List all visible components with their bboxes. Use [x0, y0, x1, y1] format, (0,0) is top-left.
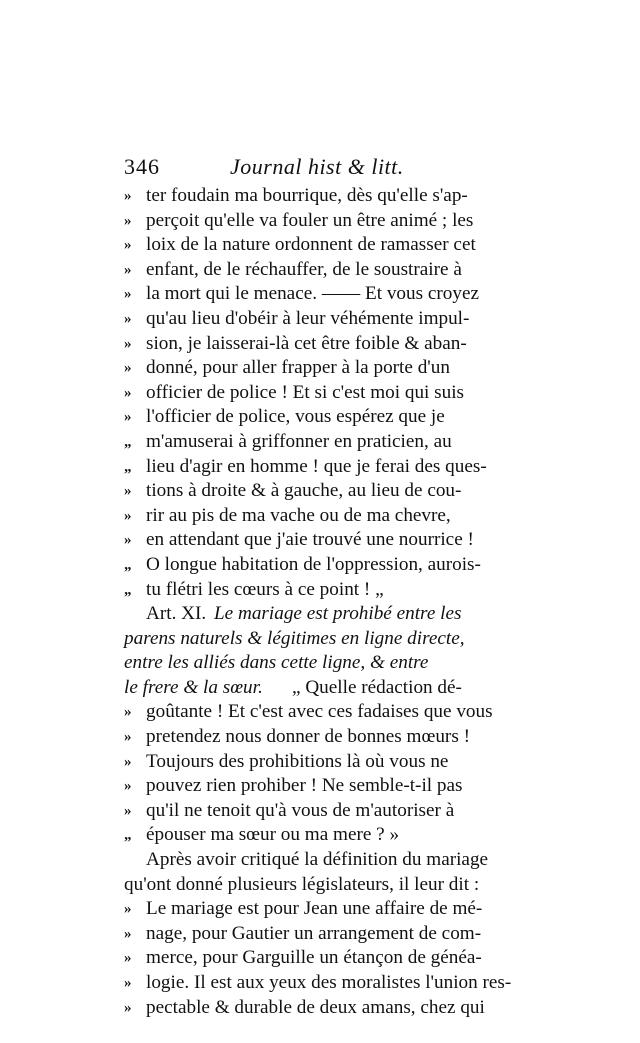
text-line: [124, 184, 524, 209]
text-line: [124, 209, 524, 234]
line-text: logie. Il est aux yeux des moralistes l'union res-: [146, 972, 512, 993]
quote-mark: »: [124, 802, 132, 819]
quote-mark: »: [124, 335, 132, 352]
article-italic: Le mariage est prohibé entre les: [214, 603, 462, 625]
line-text: l'officier de police, vous espérez que je: [146, 406, 445, 428]
text-line: [124, 873, 524, 898]
text-line: [124, 553, 524, 578]
text-line: [124, 332, 524, 357]
quote-mark: »: [124, 729, 132, 746]
quote-mark: »: [124, 950, 132, 967]
running-title: Journal hist & litt.: [230, 154, 404, 179]
text-line: [124, 430, 524, 455]
line-text: perçoit qu'elle va fouler un être animé ; les: [146, 209, 474, 231]
text-line: [124, 405, 524, 430]
line-text: lieu d'agir en homme ! que je ferai des ques-: [146, 455, 487, 477]
text-line: [124, 750, 524, 775]
text-line: [124, 381, 524, 406]
text-line: [124, 848, 524, 873]
quoted-passage: [124, 184, 524, 602]
article-xi: [124, 602, 524, 700]
line-text: Le mariage est pour Jean une affaire de mé-: [146, 898, 483, 920]
text-line: [124, 356, 524, 381]
quoted-passage-2: [124, 700, 524, 848]
article-italic: le frere & la sœur.: [124, 676, 263, 698]
article-line: [124, 627, 524, 652]
quote-mark: »: [124, 237, 132, 254]
text-line: [124, 307, 524, 332]
quote-mark: »: [124, 753, 132, 770]
quote-mark: »: [124, 975, 132, 991]
text-line: [124, 897, 524, 922]
quote-mark: »: [124, 507, 132, 524]
quote-mark: »: [124, 261, 132, 278]
article-line: [124, 676, 524, 701]
line-text: ter foudain ma bourrique, dès qu'elle s'ap-: [146, 185, 468, 206]
quote-mark: »: [124, 310, 132, 327]
quote-mark: „: [124, 458, 132, 475]
line-text: officier de police ! Et si c'est moi qui suis: [146, 381, 465, 403]
line-text: qu'ont donné plusieurs législateurs, il leur dit :: [124, 873, 480, 895]
text-line: [124, 528, 524, 553]
text-line: [124, 922, 524, 947]
quote-mark: »: [124, 925, 132, 942]
quote-mark: »: [124, 188, 132, 204]
book-page: [124, 150, 524, 1020]
text-line: [124, 282, 524, 307]
line-text: loix de la nature ordonnent de ramasser cet: [146, 234, 476, 256]
page-header: [124, 150, 524, 184]
text-line: [124, 799, 524, 824]
quoted-passage-3: [124, 897, 524, 1020]
line-text: goûtante ! Et c'est avec ces fadaises que vous: [146, 701, 493, 723]
paragraph-2: [124, 848, 524, 897]
quote-mark: »: [124, 212, 132, 229]
line-text: en attendant que j'aie trouvé une nourrice !: [146, 529, 474, 551]
text-line: [124, 996, 524, 1021]
line-text: pretendez nous donner de bonnes mœurs !: [146, 726, 470, 748]
quote-mark: »: [124, 901, 132, 918]
line-text: pouvez rien prohiber ! Ne semble-t-il pas: [146, 775, 463, 797]
quote-mark: „: [124, 827, 132, 844]
line-text: tions à droite & à gauche, au lieu de cou-: [146, 480, 462, 502]
article-text: „ Quelle rédaction dé-: [292, 676, 462, 698]
line-text: qu'au lieu d'obéir à leur véhémente impul-: [146, 307, 470, 329]
line-text: sion, je laisserai-là cet être foible & aban-: [146, 332, 467, 354]
quote-mark: »: [124, 286, 132, 303]
quote-mark: »: [124, 483, 132, 500]
line-text: pectable & durable de deux amans, chez qui: [146, 996, 485, 1018]
article-line: [124, 602, 524, 627]
page-number: 346: [124, 154, 160, 179]
line-text: rir au pis de ma vache ou de ma chevre,: [146, 504, 451, 526]
text-line: [124, 578, 524, 603]
line-text: Après avoir critiqué la définition du mariage: [146, 849, 489, 871]
article-italic: parens naturels & légitimes en ligne directe,: [124, 627, 465, 649]
text-line: [124, 455, 524, 480]
line-text: enfant, de le réchauffer, de le soustraire à: [146, 258, 462, 280]
quote-mark: »: [124, 360, 132, 377]
line-text: qu'il ne tenoit qu'à vous de m'autoriser à: [146, 799, 455, 821]
quote-mark: »: [124, 704, 132, 721]
text-line: [124, 700, 524, 725]
line-text: merce, pour Garguille un étançon de généa-: [146, 947, 482, 969]
line-text: O longue habitation de l'oppression, aurois-: [146, 553, 481, 575]
text-line: [124, 258, 524, 283]
text-line: [124, 823, 524, 848]
line-text: tu flétri les cœurs à ce point ! „: [146, 578, 384, 600]
text-line: [124, 774, 524, 799]
quote-mark: »: [124, 778, 132, 795]
text-line: [124, 946, 524, 971]
line-text: Toujours des prohibitions là où vous ne: [146, 750, 449, 772]
quote-mark: „: [124, 581, 132, 598]
text-line: [124, 504, 524, 529]
line-text: la mort qui le menace. —— Et vous croyez: [146, 283, 480, 305]
quote-mark: „: [124, 433, 132, 450]
line-text: m'amuserai à griffonner en praticien, au: [146, 430, 452, 452]
line-text: épouser ma sœur ou ma mere ? »: [146, 824, 400, 846]
text-line: [124, 725, 524, 750]
quote-mark: »: [124, 532, 132, 549]
quote-mark: »: [124, 384, 132, 401]
text-line: [124, 233, 524, 258]
quote-mark: »: [124, 999, 132, 1016]
quote-mark: »: [124, 409, 132, 426]
text-line: [124, 479, 524, 504]
article-italic: entre les alliés dans cette ligne, & entre: [124, 652, 429, 674]
line-text: nage, pour Gautier un arrangement de com-: [146, 922, 482, 944]
quote-mark: „: [124, 556, 132, 573]
text-line: [124, 971, 524, 996]
line-text: donné, pour aller frapper à la porte d'un: [146, 357, 450, 379]
article-label: Art. XI.: [146, 603, 207, 625]
article-line: [124, 651, 524, 676]
